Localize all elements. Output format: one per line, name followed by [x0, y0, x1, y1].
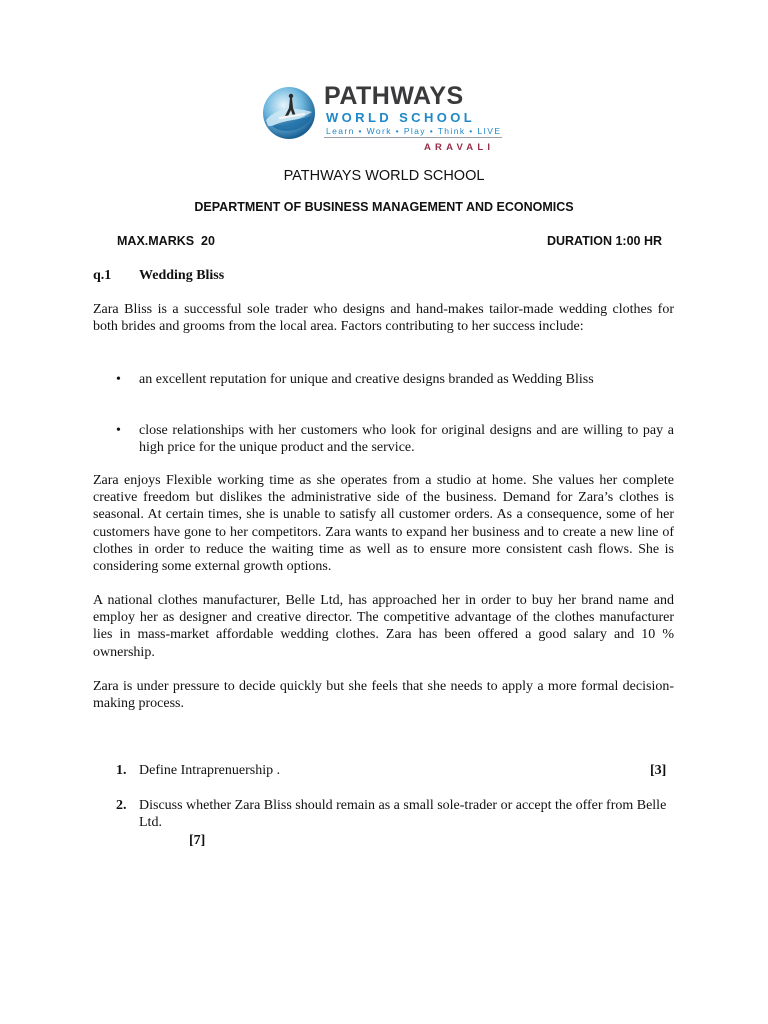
max-marks: MAX.MARKS 20 — [117, 234, 215, 248]
school-logo — [262, 84, 512, 156]
case-intro: Zara Bliss is a successful sole trader who designs and hand-makes tailor-made wedding clothes for both brides and grooms from the local area. Factors contributing to her success include: — [93, 302, 674, 335]
item-text: Discuss whether Zara Bliss should remain as a small sole-trader or accept the offer from Belle Ltd. — [139, 798, 667, 831]
duration: DURATION 1:00 HR — [546, 234, 662, 248]
logo-tagline: Learn • Work • Play • Think • LIVE — [326, 126, 502, 136]
logo-title: PATHWAYS — [324, 82, 464, 110]
school-name: PATHWAYS WORLD SCHOOL — [283, 168, 485, 184]
item-text: Define Intraprenuership . — [139, 763, 281, 778]
item-number: 1. — [116, 763, 127, 778]
globe-surfer-icon — [262, 86, 316, 140]
case-paragraph: A national clothes manufacturer, Belle Ltd, has approached her in order to buy her brand name and employ her as designer and creative director. The competitive advantage of the clothes manufacturer lies in mass-market affordable wedding clothes. Zara has been offered a good salary and 10 % ownership. — [93, 593, 674, 660]
department-title: DEPARTMENT OF BUSINESS MANAGEMENT AND ECONOMICS — [194, 200, 574, 214]
bullet-marker: • — [116, 372, 121, 387]
case-paragraph: Zara enjoys Flexible working time as she operates from a studio at home. She values her complete creative freedom but dislikes the administrative side of the business. Demand for Zara’s clothes is seasonal. At certain times, she is unable to satisfy all customer orders. As a consequence, some of her customers have gone to her competitors. Zara wants to expand her business and to create a new line of clothes in order to reduce the waiting time as well as to ensure more consistent cash flows. She is considering some external growth options. — [93, 473, 674, 575]
bullet-item: close relationships with her customers who look for original designs and are willing to pay a high price for the unique product and the service. — [139, 423, 674, 456]
logo-divider — [324, 137, 502, 138]
item-marks: [3] — [650, 763, 667, 778]
item-number: 2. — [116, 798, 127, 813]
bullet-marker: • — [116, 423, 121, 438]
bullet-item: an excellent reputation for unique and creative designs branded as Wedding Bliss — [139, 372, 594, 387]
logo-campus: ARAVALI — [424, 142, 495, 153]
question-title: Wedding Bliss — [139, 268, 225, 283]
question-number: q.1 — [93, 268, 112, 283]
case-paragraph: Zara is under pressure to decide quickly but she feels that she needs to apply a more formal decision-making process. — [93, 679, 674, 712]
logo-subtitle: WORLD SCHOOL — [326, 110, 476, 125]
item-marks: [7] — [189, 833, 206, 848]
